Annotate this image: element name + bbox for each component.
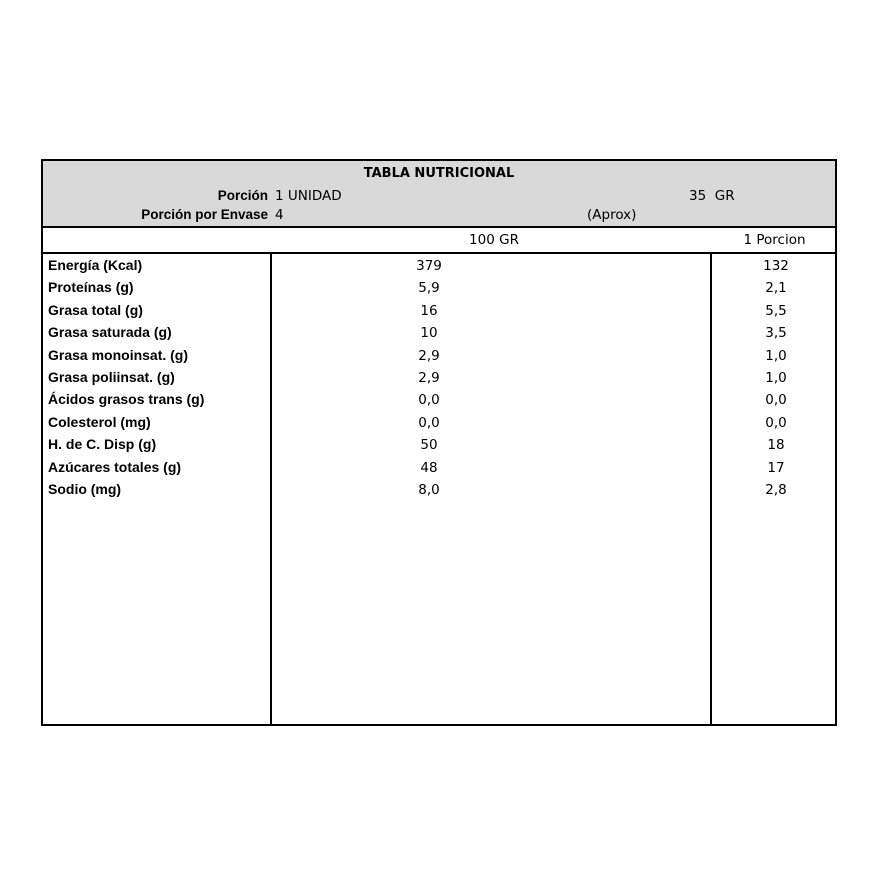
value-per-portion: 2,8 [765,482,787,498]
nutrient-label: Sodio (mg) [48,481,122,497]
table-header [43,161,835,228]
table-row [43,367,835,389]
value-per100: 10 [420,325,438,342]
nutrient-label: Energía (Kcal) [48,257,143,273]
nutrient-label: Grasa monoinsat. (g) [48,346,189,363]
portion-label: Porción [217,188,268,203]
table-row [43,255,835,277]
value-per100: 16 [420,302,438,319]
nutrient-label: Ácidos grasos trans (g) [48,391,205,408]
value-per100: 2,9 [418,347,440,364]
table-row [43,322,835,344]
value-per100: 48 [420,459,438,476]
table-row [43,345,835,367]
portion-per-container-value: 4 [275,207,284,223]
table-row [43,277,835,299]
value-per100: 8,0 [418,482,440,498]
nutrient-label: Grasa total (g) [48,301,143,318]
table-row [43,300,835,322]
value-per-portion: 5,5 [765,302,787,319]
value-per-portion: 2,1 [765,280,787,297]
value-per100: 2,9 [418,370,440,386]
table-row [43,389,835,411]
portion-value: 1 UNIDAD [275,188,342,204]
portion-per-container-note: (Aprox) [587,207,637,223]
nutrition-table [41,159,837,726]
value-per100: 379 [416,258,442,274]
table-title: TABLA NUTRICIONAL [363,166,515,181]
nutrient-label: H. de C. Disp (g) [48,436,157,453]
value-per-portion: 18 [767,437,785,454]
value-per-portion: 17 [767,459,785,476]
table-row [43,412,835,434]
nutrient-label: Grasa saturada (g) [48,324,172,341]
value-per100: 0,0 [418,392,440,409]
value-per-portion: 1,0 [765,370,787,386]
value-per-portion: 1,0 [765,347,787,364]
table-row [43,479,835,501]
nutrient-label: Grasa poliinsat. (g) [48,369,175,385]
nutrient-label: Azúcares totales (g) [48,458,182,475]
nutrient-label: Proteínas (g) [48,279,134,296]
column-header-per-portion: 1 Porcion [743,232,806,248]
value-per-portion: 132 [763,258,789,274]
value-per-portion: 3,5 [765,325,787,342]
value-per-portion: 0,0 [765,414,787,431]
column-header-row [43,228,835,254]
value-per100: 50 [420,437,438,454]
value-per-portion: 0,0 [765,392,787,409]
value-per100: 0,0 [418,414,440,431]
column-header-per100: 100 GR [469,232,519,248]
nutrient-label: Colesterol (mg) [48,413,151,430]
table-row [43,457,835,479]
portion-amount: 35 GR [689,188,735,204]
table-row [43,434,835,456]
portion-per-container-label: Porción por Envase [141,207,268,222]
value-per100: 5,9 [418,280,440,297]
